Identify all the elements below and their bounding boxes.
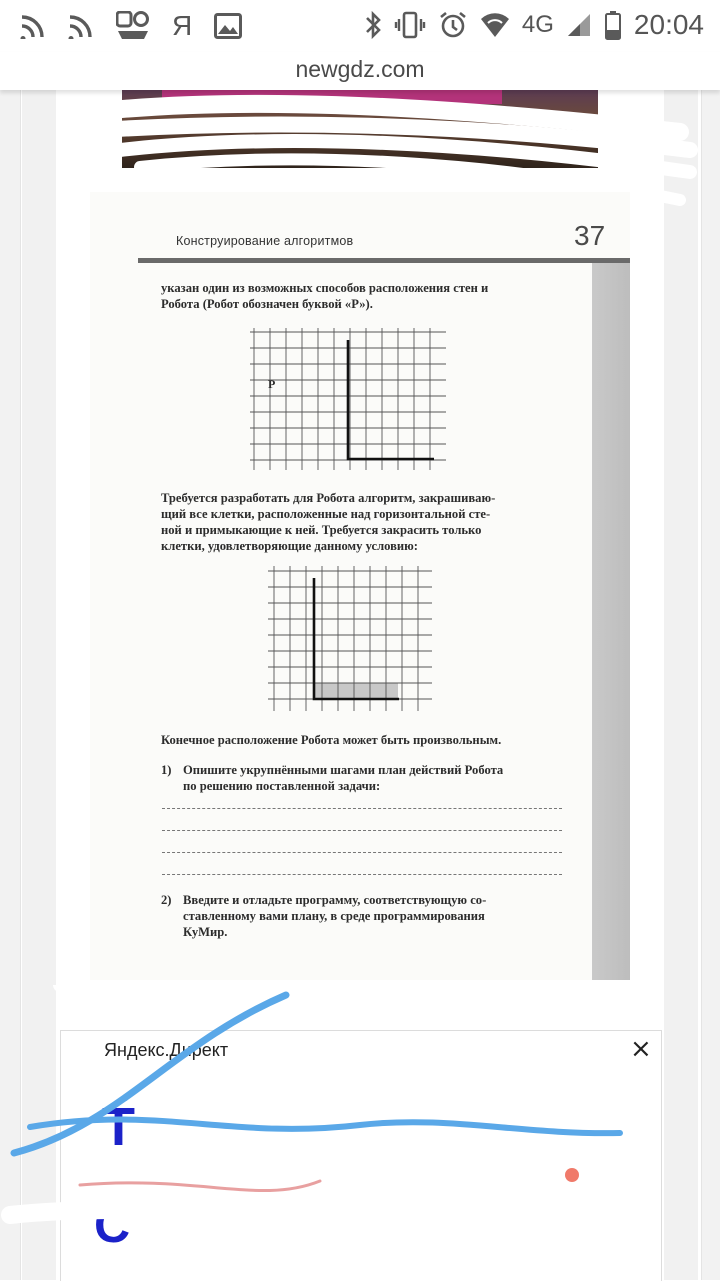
task-line: щий все клетки, расположенные над горизонтальной сте- [161,507,491,521]
status-bar [0,0,720,52]
intro-line: Робота (Робот обозначен буквой «Р»). [161,297,373,311]
scribble-overlay [0,985,720,1280]
answer-line [162,874,562,875]
page-spine-shadow [592,258,630,980]
battery-icon [604,9,622,41]
question-1-line: по решению поставленной задачи: [183,779,381,793]
cell-signal-icon [566,9,592,41]
ad-subtitle[interactable]: С [94,1197,131,1253]
yandex-icon: Я [172,10,193,41]
task-line: Требуется разработать для Робота алгоритм, закрашиваю- [161,491,496,505]
final-position-text: Конечное расположение Робота может быть произвольным. [161,733,502,747]
ad-title[interactable]: Т [102,1097,136,1157]
answer-line [162,830,562,831]
wifi-signal-icon [68,10,94,42]
url-bar[interactable] [0,52,720,90]
task-line: ной и примыкающие к ней. Требуется закрасить только [161,523,482,537]
close-icon[interactable]: × [630,1034,652,1064]
wifi-icon [480,9,510,41]
answer-line [162,852,562,853]
header-rule [138,258,630,263]
url-domain[interactable]: newgdz.com [295,56,425,82]
question-2-number: 2) [161,893,172,907]
image-icon [214,10,242,42]
intro-line: указан один из возможных способов расположения стен и [161,281,489,295]
chapter-header: Конструирование алгоритмов [176,234,354,248]
answer-line [162,808,562,809]
bluetooth-icon [364,9,382,41]
task-line: клетки, удовлетворяющие данному условию: [161,539,419,553]
ad-label[interactable]: Яндекс.Директ [104,1040,229,1060]
page-number: 37 [574,220,606,251]
question-1-number: 1) [161,763,172,777]
vibrate-icon [394,9,426,41]
question-2-line: Введите и отладьте программу, соответствующую со- [183,893,487,907]
wifi-signal-icon [20,10,46,42]
app-icon [116,10,150,42]
robot-marker: Р [268,377,276,391]
robot-field-grid-1 [250,328,446,470]
clock: 20:04 [633,9,704,40]
alarm-icon [438,9,468,41]
question-1-line: Опишите укрупнёнными шагами план действий Робота [183,763,504,777]
robot-field-grid-2 [268,566,432,716]
question-2-line: КуМир. [183,925,228,939]
question-2-line: ставленному вами плану, в среде программирования [183,909,485,923]
network-type: 4G [521,11,554,38]
